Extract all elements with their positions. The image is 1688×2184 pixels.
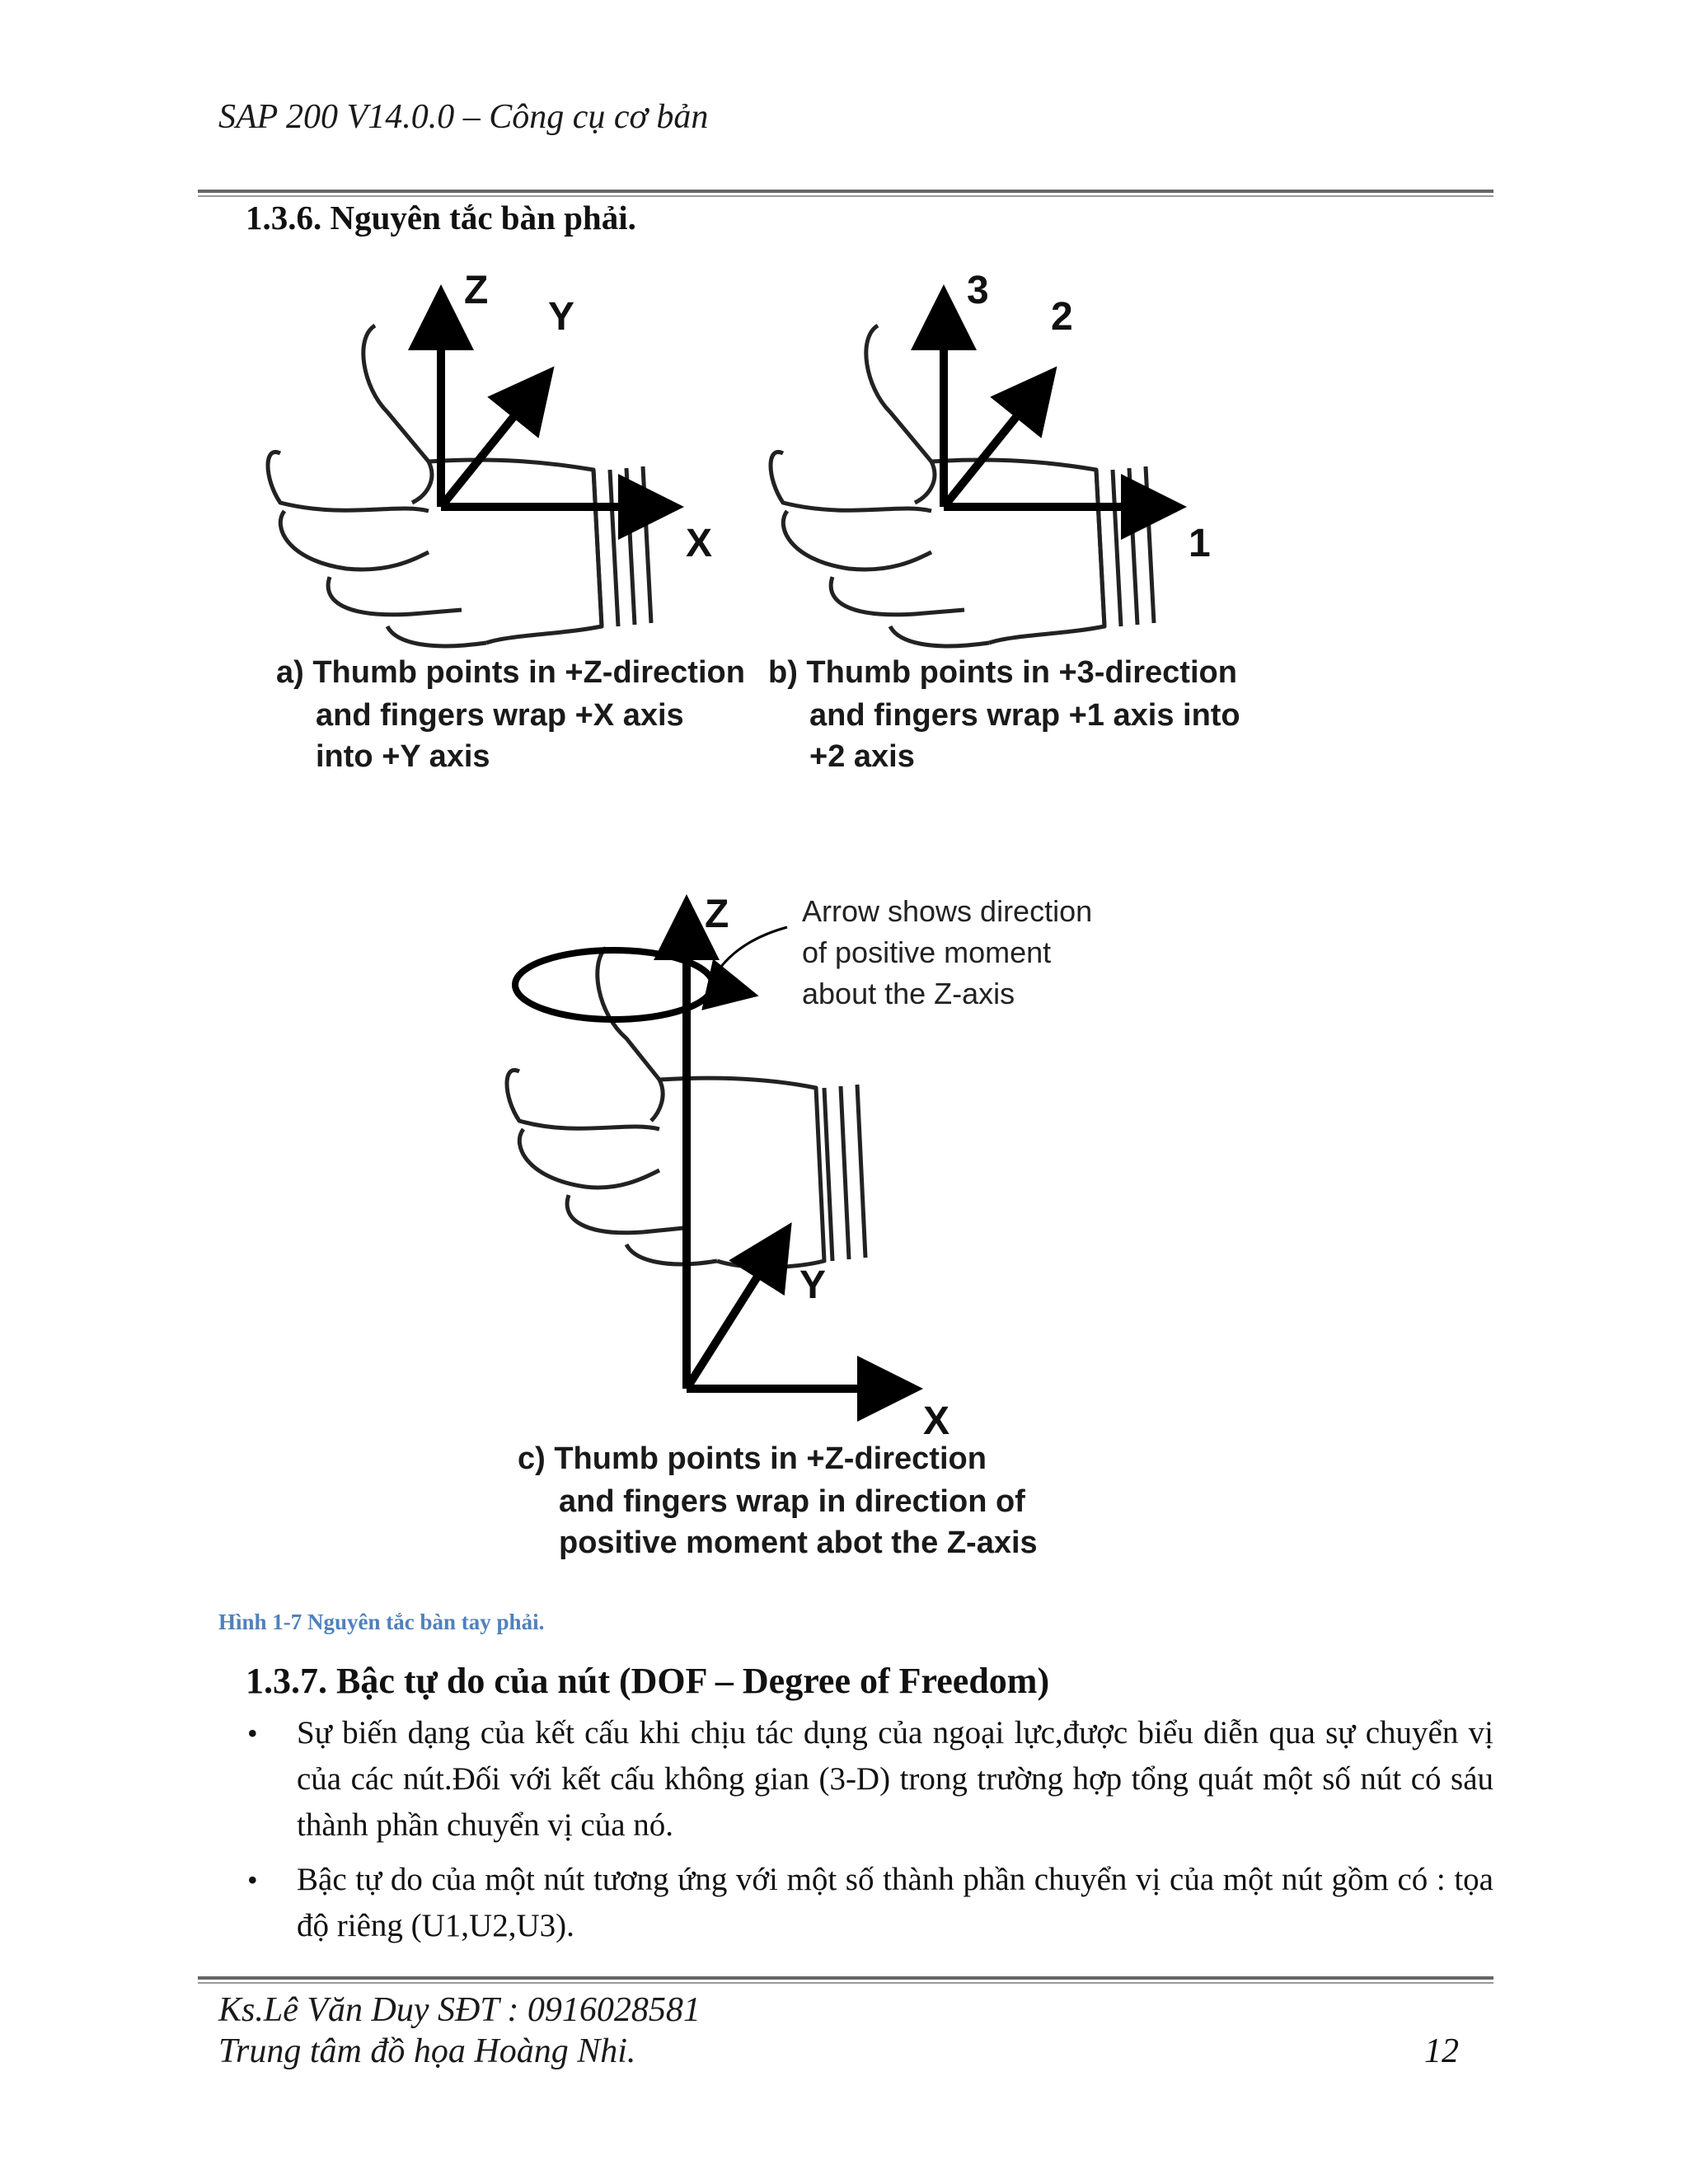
section-heading-right-hand-rule: 1.3.6. Nguyên tắc bàn phải. [246, 199, 636, 237]
moment-note-line3: about the Z-axis [802, 977, 1015, 1010]
caption-a-line3: into +Y axis [316, 739, 490, 774]
note-leader-line [709, 927, 787, 989]
caption-b-line3: +2 axis [809, 739, 915, 774]
y-axis-arrow-a [441, 379, 544, 507]
z-axis-label-c: Z [705, 893, 729, 936]
bullet-icon: • [247, 1717, 258, 1750]
moment-note-line2: of positive moment [802, 935, 1052, 969]
bullet-text: Sự biến dạng của kết cấu khi chịu tác dụng của ngoại lực,được biểu diễn qua sự chuyển vị của các nút.Đối với kết cấu không gian (3-D) trong trường hợp tổng quát một số nút có sáu thành phần chuyển vị của nó. [297, 1715, 1493, 1843]
axis-1-label-b: 1 [1189, 522, 1211, 565]
caption-a-line1: a) Thumb points in +Z-direction [276, 655, 745, 690]
moment-note-line1: Arrow shows direction [802, 894, 1093, 928]
footer-rule [198, 1976, 1493, 1984]
caption-b-line1: b) Thumb points in +3-direction [768, 655, 1237, 690]
y-axis-label-c: Y [799, 1263, 827, 1307]
list-item [247, 1710, 1493, 1849]
caption-b-line2: and fingers wrap +1 axis into [809, 698, 1240, 733]
axis-2-arrow-b [944, 379, 1047, 507]
panel-c [507, 893, 1092, 1560]
dof-bullet-list [247, 1710, 1493, 1957]
caption-c-line1: c) Thumb points in +Z-direction [518, 1441, 987, 1476]
figure-caption: Hình 1-7 Nguyên tắc bàn tay phải. [218, 1610, 545, 1634]
y-axis-arrow-c [687, 1236, 783, 1389]
panel-a [268, 269, 745, 774]
caption-c-line2: and fingers wrap in direction of [559, 1484, 1025, 1519]
footer-author-phone: Ks.Lê Văn Duy SĐT : 0916028581 [218, 1991, 701, 2029]
x-axis-label-a: X [686, 522, 713, 565]
caption-a-line2: and fingers wrap +X axis [316, 698, 684, 733]
list-item [247, 1857, 1493, 1949]
page-number: 12 [1424, 2032, 1459, 2070]
panel-b [768, 269, 1240, 774]
page-header-title: SAP 200 V14.0.0 – Công cụ cơ bản [218, 98, 709, 136]
section-heading-dof: 1.3.7. Bậc tự do của nút (DOF – Degree of Freedom) [246, 1661, 1050, 1701]
axis-3-label-b: 3 [967, 269, 989, 312]
x-axis-label-c: X [923, 1399, 950, 1443]
footer-center-name: Trung tâm đồ họa Hoàng Nhi. [218, 2032, 636, 2070]
caption-c-line3: positive moment abot the Z-axis [559, 1526, 1038, 1560]
y-axis-label-a: Y [548, 295, 575, 339]
bullet-icon: • [247, 1863, 258, 1896]
bullet-text: Bậc tự do của một nút tương ứng với một số thành phần chuyển vị của một nút gồm có : tọa độ riêng (U1,U2,U3). [297, 1862, 1493, 1943]
z-axis-label-a: Z [464, 269, 489, 312]
axis-2-label-b: 2 [1051, 295, 1073, 339]
